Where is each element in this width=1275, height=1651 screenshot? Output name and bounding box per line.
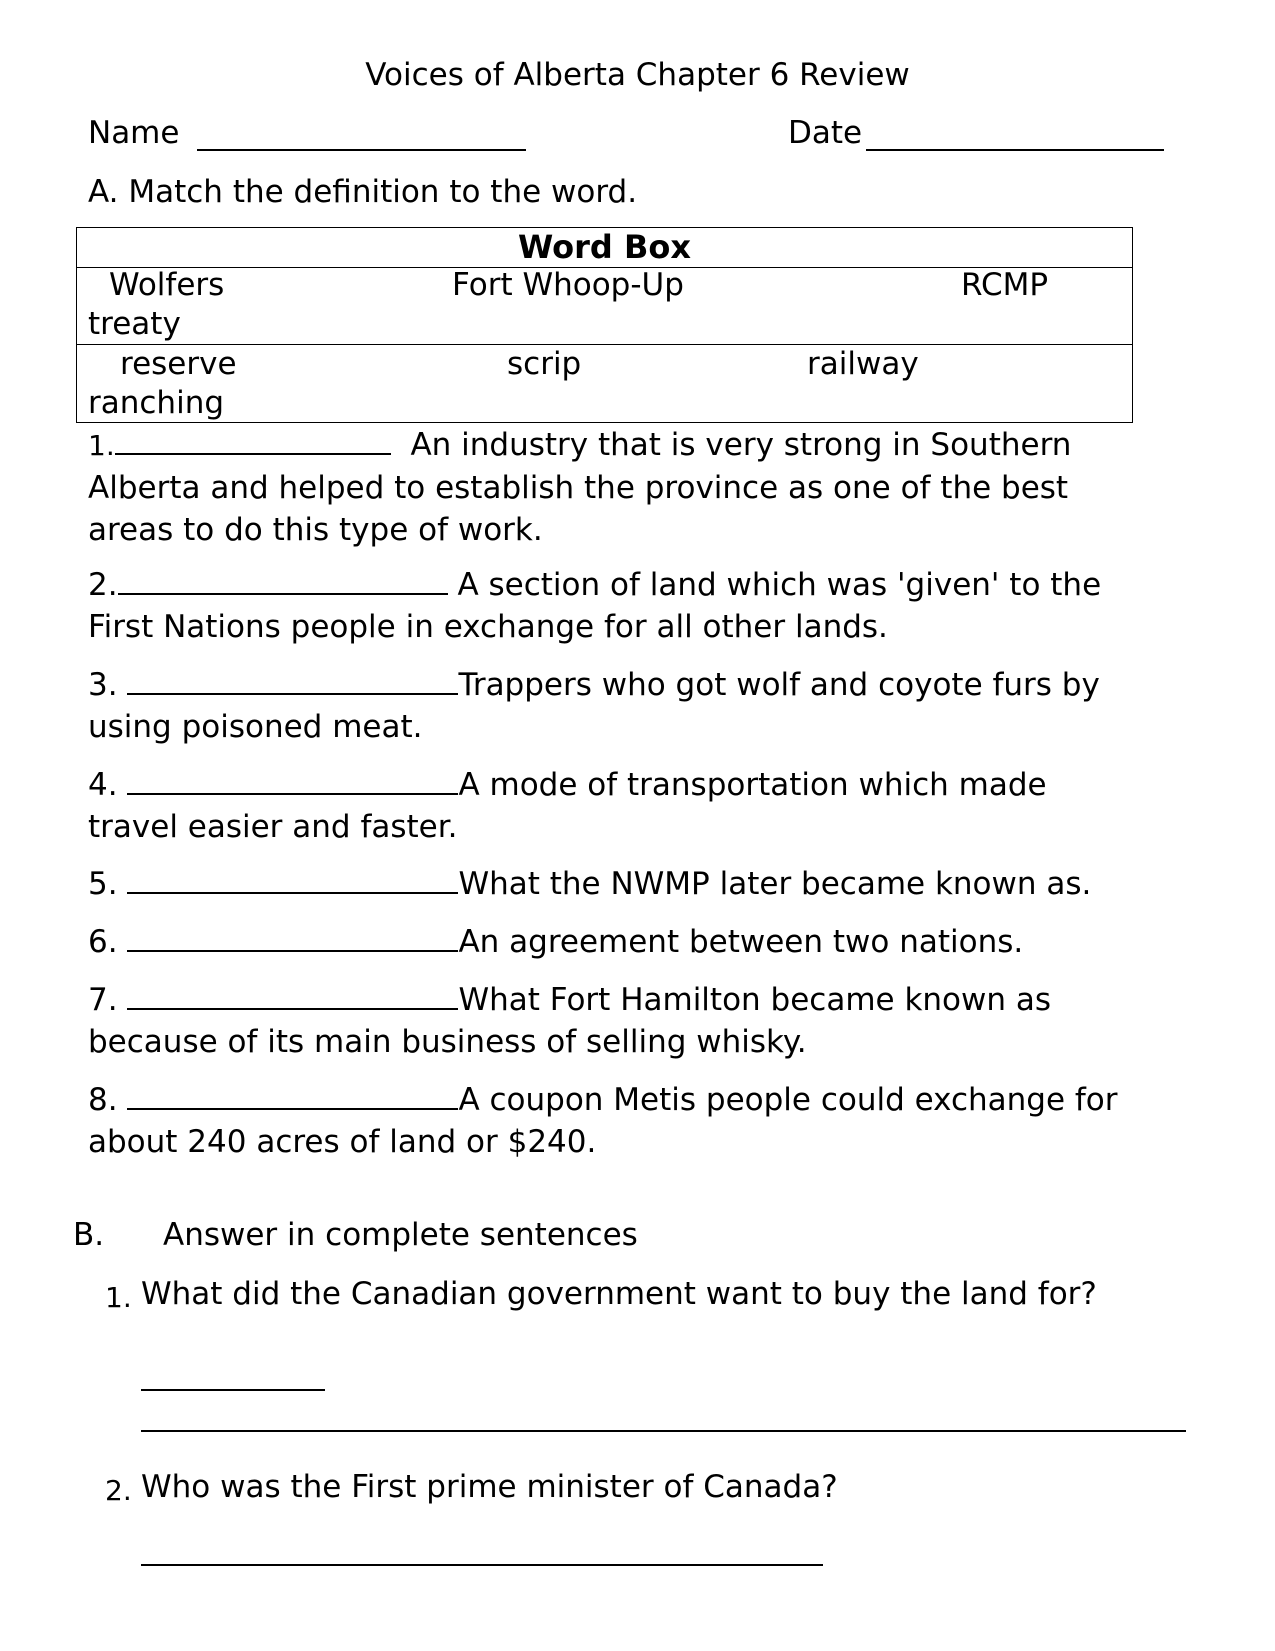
answer-blank[interactable] (115, 452, 391, 455)
answer-blank[interactable] (127, 692, 458, 695)
item-text: What the NWMP later became known as. (458, 866, 1092, 902)
word-box-word: reserve (120, 346, 237, 382)
match-item (88, 921, 1208, 963)
section-b-letter: B. (73, 1217, 105, 1253)
answer-blank[interactable] (127, 1107, 458, 1110)
item-text: A mode of transportation which made (458, 767, 1047, 803)
date-field-line[interactable] (866, 149, 1164, 151)
item-number: 2. (88, 567, 118, 603)
word-box-divider (77, 344, 1132, 345)
item-number: 8. (88, 1082, 118, 1118)
item-text: because of its main business of selling whisky. (88, 1024, 807, 1060)
word-box (76, 227, 1133, 423)
match-item (88, 979, 1208, 1063)
word-box-word: RCMP (961, 267, 1049, 303)
match-item (88, 764, 1208, 848)
item-text: First Nations people in exchange for all other lands. (88, 609, 888, 645)
item-text: What Fort Hamilton became known as (458, 982, 1052, 1018)
name-field-line[interactable] (197, 149, 526, 151)
match-item (88, 863, 1208, 905)
answer-blank[interactable] (118, 592, 448, 595)
question-text: Who was the First prime minister of Canada? (141, 1469, 838, 1505)
date-label: Date (788, 115, 863, 151)
item-text: Alberta and helped to establish the province as one of the best (88, 470, 1069, 506)
answer-blank[interactable] (127, 949, 458, 952)
answer-line[interactable] (141, 1430, 1186, 1432)
word-box-word: treaty (88, 306, 181, 342)
match-item (88, 1079, 1208, 1163)
match-item (88, 424, 1208, 551)
item-text: Trappers who got wolf and coyote furs by (458, 667, 1100, 703)
item-text: about 240 acres of land or $240. (88, 1124, 597, 1160)
match-item (88, 664, 1208, 748)
item-number: 1. (88, 429, 115, 462)
answer-line[interactable] (141, 1564, 823, 1566)
item-number: 5. (88, 866, 118, 902)
question-number: 1. (105, 1281, 132, 1314)
item-text: An industry that is very strong in Southern (410, 427, 1072, 463)
word-box-word: Wolfers (109, 267, 225, 303)
item-number: 4. (88, 767, 118, 803)
question-number: 2. (105, 1474, 132, 1507)
section-a-instruction: A. Match the definition to the word. (88, 174, 638, 210)
word-box-word: railway (807, 346, 919, 382)
item-text: An agreement between two nations. (458, 924, 1024, 960)
item-number: 3. (88, 667, 118, 703)
answer-blank[interactable] (127, 792, 458, 795)
item-number: 6. (88, 924, 118, 960)
name-label: Name (88, 115, 180, 151)
page-title: Voices of Alberta Chapter 6 Review (365, 57, 910, 93)
item-text: areas to do this type of work. (88, 512, 543, 548)
answer-line[interactable] (141, 1389, 325, 1391)
item-text: A coupon Metis people could exchange for (458, 1082, 1118, 1118)
section-b-instruction: Answer in complete sentences (163, 1217, 638, 1253)
item-text: using poisoned meat. (88, 709, 423, 745)
word-box-word: scrip (507, 346, 582, 382)
answer-blank[interactable] (127, 891, 458, 894)
word-box-title: Word Box (518, 228, 691, 266)
word-box-word: ranching (88, 385, 225, 421)
item-text: travel easier and faster. (88, 809, 458, 845)
match-item (88, 564, 1208, 648)
word-box-word: Fort Whoop-Up (452, 267, 684, 303)
answer-blank[interactable] (127, 1007, 458, 1010)
question-text: What did the Canadian government want to buy the land for? (141, 1276, 1097, 1312)
item-number: 7. (88, 982, 118, 1018)
item-text: A section of land which was 'given' to the (457, 567, 1102, 603)
